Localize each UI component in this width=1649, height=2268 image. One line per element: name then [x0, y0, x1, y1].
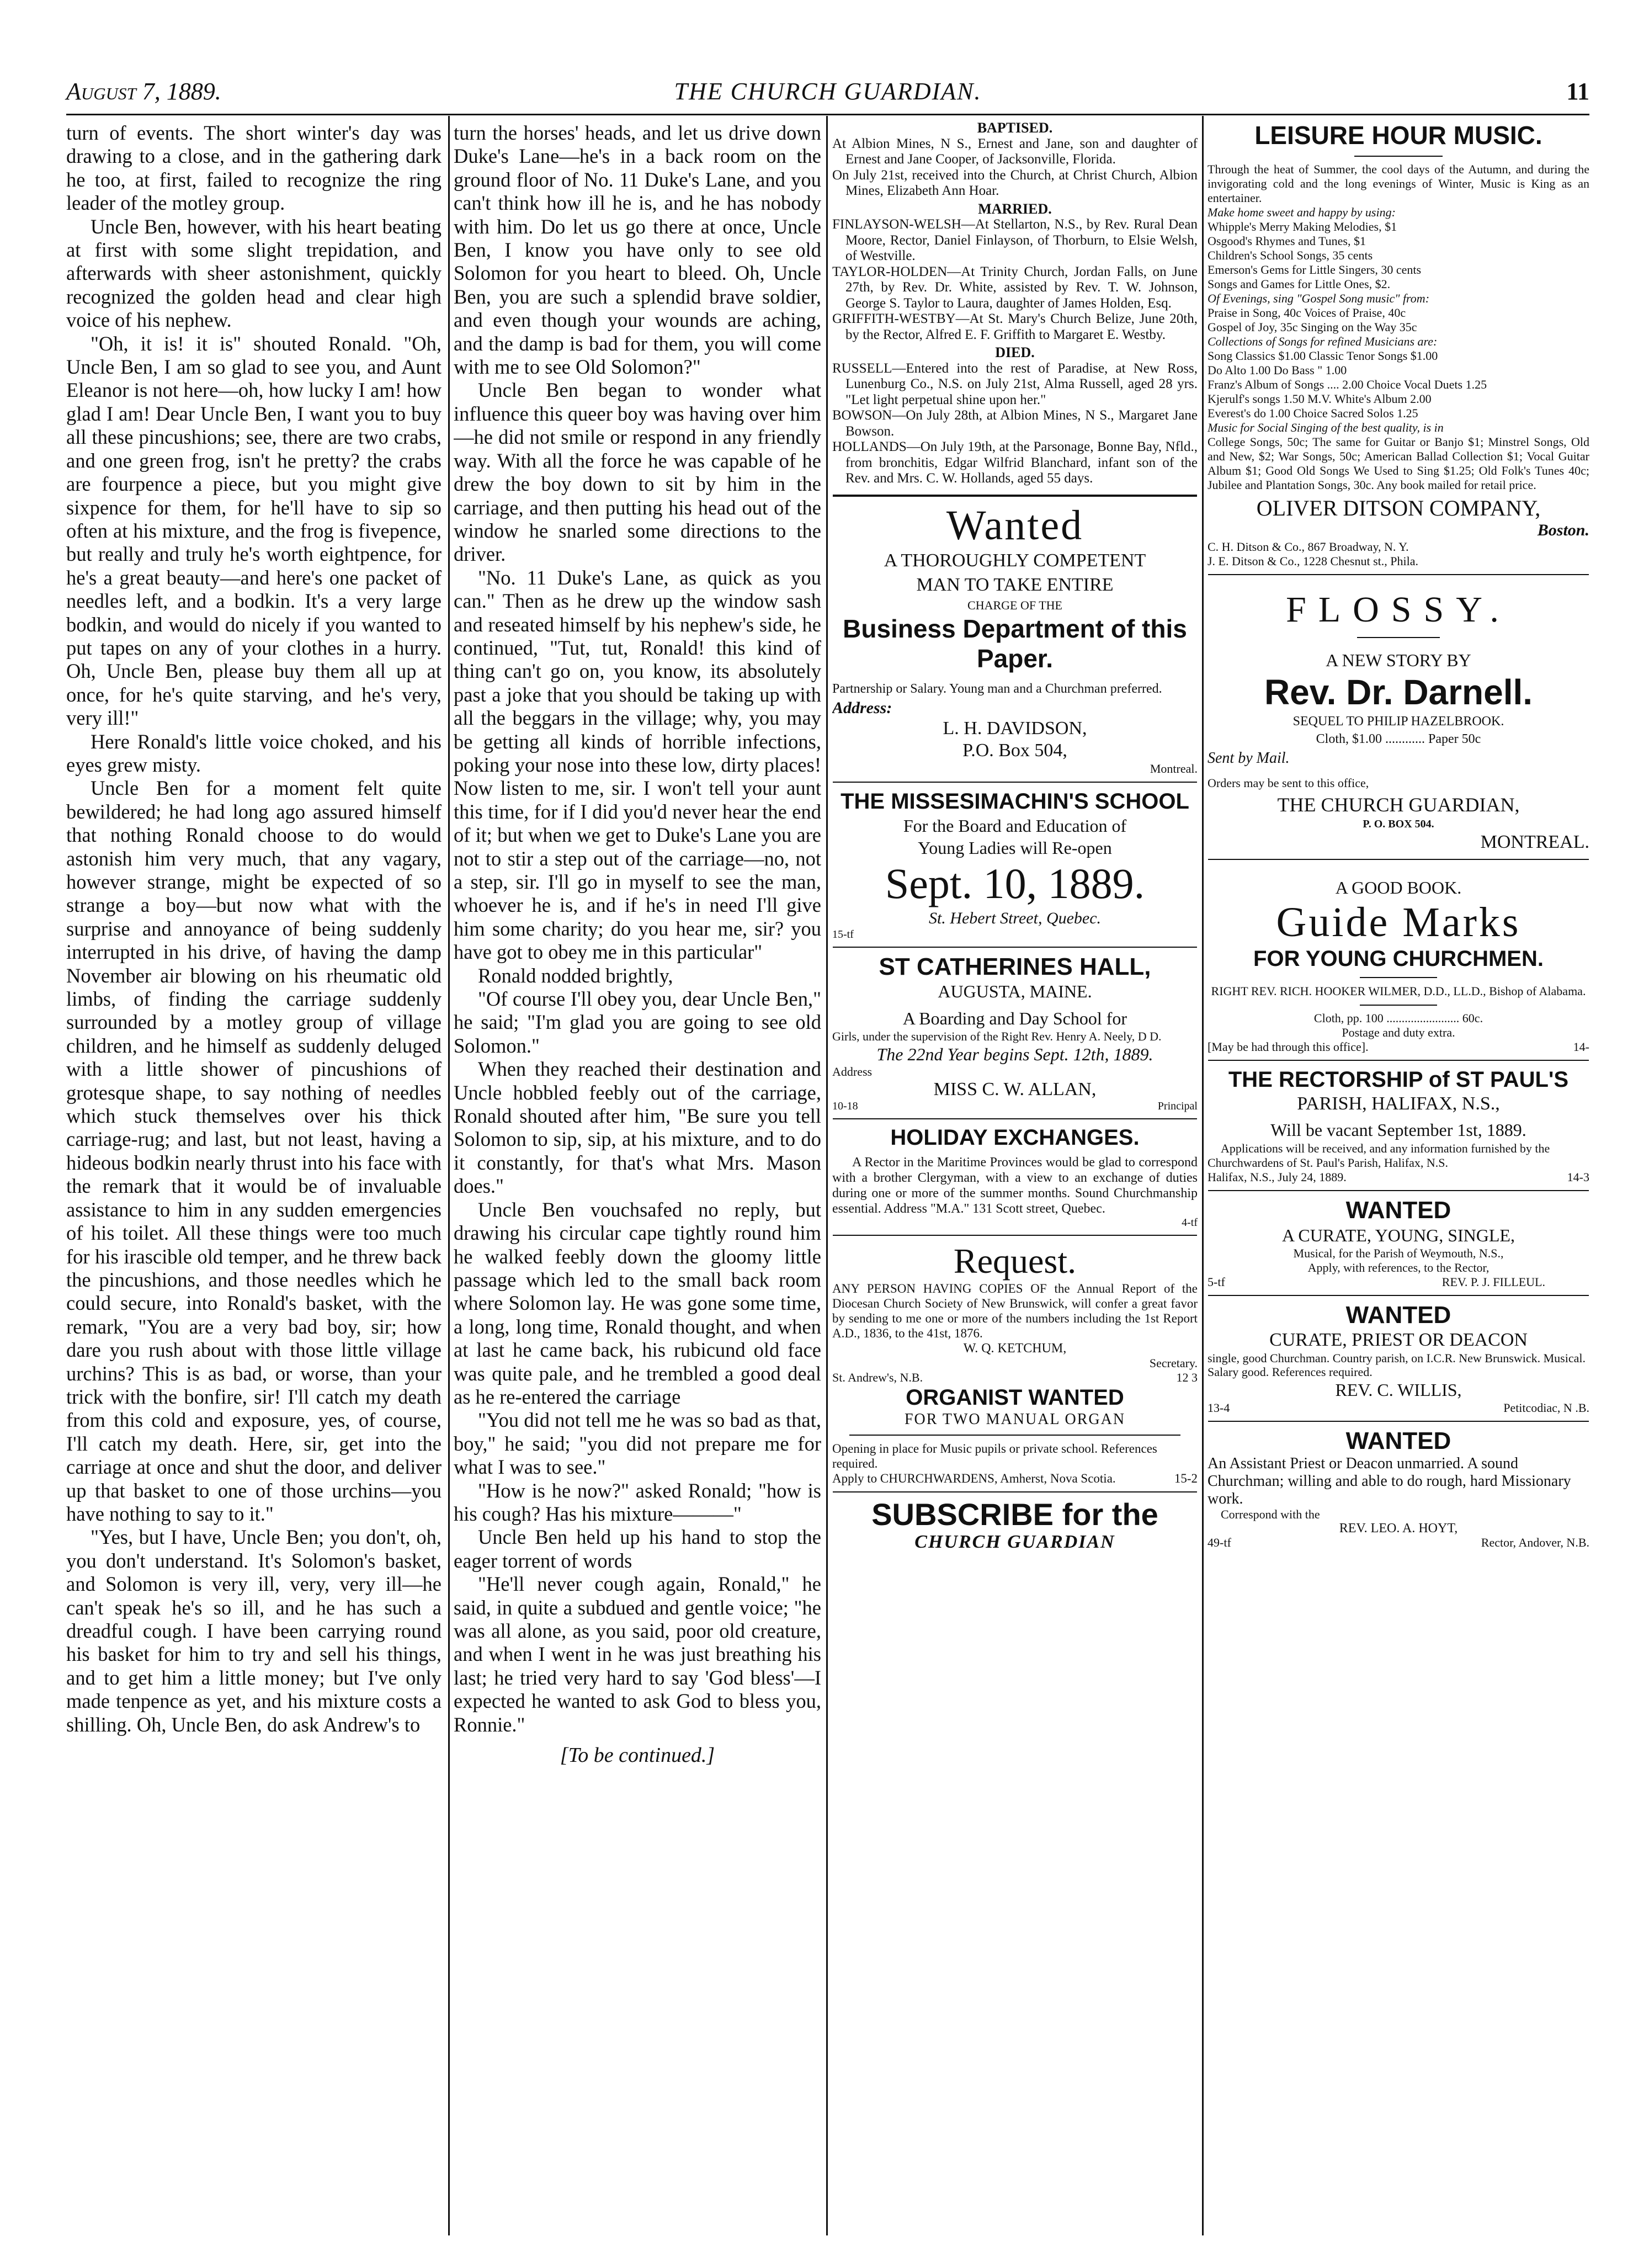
subscribe-heading: SUBSCRIBE for the	[871, 1496, 1158, 1532]
ad-code: 10-18	[832, 1100, 858, 1112]
music-list-line: Kjerulf's songs 1.50 M.V. White's Album 2.00	[1208, 392, 1432, 406]
story-paragraph: turn of events. The short winter's day was drawing to a close, and in the gathering dark he too, at first, failed to recognize the ring leader of the motley group.	[66, 121, 441, 215]
ad-line: REV. P. J. FILLEUL.	[1441, 1275, 1545, 1289]
ad-heading: THE RECTORSHIP of ST PAUL'S	[1228, 1067, 1569, 1092]
column-rule	[826, 116, 828, 2235]
ad-heading: ORGANIST WANTED	[906, 1385, 1124, 1410]
story-paragraph: Uncle Ben, however, with his heart beating at first with some slight trepidation, and afterwards with sheer astonishment, quickly recognized the golden head and clear high voice of his nephew.	[66, 215, 441, 332]
ad-line: Correspond with the	[1221, 1507, 1320, 1521]
ad-line: MISS C. W. ALLAN,	[933, 1079, 1097, 1100]
music-list-line: College Songs, 50c; The same for Guitar or Banjo $1; Minstrel Songs, Old and New, $2; War Songs, 50c; American Ballad Collection $1; Vocal Guitar Album $1; Good Old Songs We Used to Sing $1.25; Old Folk's Tunes 40c; Jubilee and Plantation Songs, 30c. Any book mailed for retail price.	[1208, 435, 1589, 492]
divider	[1208, 1190, 1589, 1191]
ad-code: 12 3	[1176, 1370, 1198, 1384]
ad-heading: Guide Marks	[1276, 899, 1521, 946]
ad-text: Apply to CHURCHWARDENS, Amherst, Nova Scotia.	[832, 1471, 1116, 1485]
ad-text: An Assistant Priest or Deacon unmarried. A sound Churchman; willing and able to do rough, hard Missionary work.	[1208, 1455, 1571, 1507]
ad-line: FOR YOUNG CHURCHMEN.	[1253, 947, 1544, 971]
column-rule	[1202, 116, 1204, 2235]
ad-text: Partnership or Salary. Young man and a Churchman preferred.	[832, 681, 1162, 696]
header-rule	[66, 114, 1589, 115]
divider	[833, 782, 1197, 783]
ad-text: Applications will be received, and any information furnished by the Churchwardens of St. Paul's Parish, Halifax, N.S.	[1208, 1141, 1550, 1170]
notice-entry: GRIFFITH-WESTBY—At St. Mary's Church Belize, June 20th, by the Rector, Alfred E. F. Griffith to Margaret E. Westby.	[832, 311, 1198, 342]
ad-code: 13-4	[1208, 1401, 1230, 1415]
ad-heading: LEISURE HOUR MUSIC.	[1254, 121, 1542, 150]
ad-text: single, good Churchman. Country parish, on I.C.R. New Brunswick. Musical. Salary good. References required.	[1208, 1351, 1586, 1379]
ad-text: P.O. Box 504,	[962, 740, 1067, 761]
ad-line: A CURATE, YOUNG, SINGLE,	[1282, 1225, 1515, 1245]
divider	[1360, 1005, 1437, 1006]
divider	[1208, 1421, 1589, 1422]
wanted-priest-ad	[1208, 1302, 1589, 1415]
ad-line: Apply, with references, to the Rector,	[1307, 1261, 1490, 1274]
music-list-line: Children's School Songs, 35 cents	[1208, 248, 1373, 262]
header-page-number: 11	[1566, 78, 1589, 105]
ad-code: 14-3	[1567, 1170, 1589, 1184]
ad-line: MAN TO TAKE ENTIRE	[916, 574, 1114, 595]
ad-line: SEQUEL TO PHILIP HAZELBROOK.	[1292, 714, 1504, 729]
flossy-ad	[1208, 588, 1589, 853]
story-paragraph: Uncle Ben for a moment felt quite bewildered; he had long ago assured himself that nothing Ronald choose to do would astonish him very much, that any vagary, however strange, might be expected of so strange a boy—but now what with the surprise and annoyance of being suddenly interrupted in his drive, of having the damp November air blowing on his rheumatic old limbs, of finding the carriage suddenly surrounded by a motley group of village children, and he himself as suddenly deluged with a little shower of pincushions of grotesque shape, to say nothing of needles which stuck themselves over his thick carriage-rug; and last, but not least, having a hideous bodkin nearly thrust into his face with the remark that it would be of invaluable assistance to him in any sudden emergencies of his toilet. All these things were too much for his irascible old temper, and he threw back the pincushions, and those needles which he could secure, into Ronald's basket, with the remark, "You are a very bad boy, sir; how dare you rush about with those little village urchins? This is as bad, or worse, than your trick with the bonfire, sir! I'll catch my death from this cold and exposure, yes, of course, I'll catch my death. Here, sir, get into the carriage at once and shut the door, and deliver up that basket to one of those urchins—you have nothing to say to it."	[66, 777, 441, 1525]
ad-line: Boston.	[1537, 521, 1589, 539]
story-paragraph: "He'll never cough again, Ronald," he said, in quite a subdued and gentle voice; "he was all alone, as you said, poor old creature, and when I went in he was just breathing his last; he tried very hard to say 'God bless'—I expected he wanted to ask God to bless you, Ronnie."	[454, 1573, 821, 1736]
story-paragraph: "Oh, it is! it is" shouted Ronald. "Oh, Uncle Ben, I am so glad to see you, and Aunt Eleanor is not here—oh, how lucky I am! how glad I am! Dear Uncle Ben, I want you to buy all these pincushions; see, there are two crabs, and one green frog, isn't he pretty? the crabs are fourpence a piece, but you might give sixpence for them, for he'll have to sip so often at his mixture, and the frog is fivepence, but really and truly he's worth eightpence, for he's a great beauty—and here's one packet of needles left, and a bodkin. It's a very large bodkin, and would do nicely if you wanted to put tapes on any of your clothes in a hurry. Oh, Uncle Ben, please buy them all up at once, for he's quite starving, and he's very, very ill!"	[66, 332, 441, 730]
wanted-assistant-ad	[1208, 1427, 1589, 1550]
ad-heading: HOLIDAY EXCHANGES.	[890, 1125, 1140, 1150]
ad-line: CHARGE OF THE	[967, 598, 1062, 612]
ad-line: Sent by Mail.	[1208, 750, 1290, 767]
wanted-ad	[832, 502, 1198, 776]
ad-line: C. H. Ditson & Co., 867 Broadway, N. Y.	[1208, 540, 1409, 554]
music-list-line: Gospel of Joy, 35c Singing on the Way 35c	[1208, 320, 1417, 334]
ad-heading: Request.	[953, 1241, 1077, 1281]
music-list-line: Franz's Album of Songs .... 2.00 Choice Vocal Duets 1.25	[1208, 378, 1487, 391]
ad-line: P. O. BOX 504.	[1363, 818, 1434, 830]
ad-code: 14-	[1573, 1040, 1589, 1054]
ad-line: Orders may be sent to this office,	[1208, 776, 1369, 790]
ad-line: CURATE, PRIEST OR DEACON	[1269, 1330, 1528, 1350]
organist-wanted-ad	[832, 1385, 1198, 1486]
divider	[1360, 977, 1437, 978]
story-paragraph: Here Ronald's little voice choked, and his eyes grew misty.	[66, 730, 441, 776]
ad-line: Petitcodiac, N .B.	[1503, 1401, 1589, 1415]
ad-line: A THOROUGHLY COMPETENT	[884, 550, 1146, 571]
ad-text: A Rector in the Maritime Provinces would be glad to correspond with a brother Clergyman, with a view to an exchange of duties during one or more of the summer months. Sound Churchmanship essential. Address "M.A." 131 Scott street, Quebec.	[832, 1155, 1198, 1216]
story-column-1	[66, 121, 441, 2235]
story-paragraph: Uncle Ben began to wonder what influence this queer boy was having over him—he did not smile or respond in any friendly way. With all the force he was capable of he drew the boy down to sit by him in the carriage, and then putting his head out of the window he snarled some directions to the driver.	[454, 379, 821, 566]
catherines-hall-ad	[832, 953, 1198, 1113]
ad-line: Cloth, $1.00 ............ Paper 50c	[1316, 732, 1481, 746]
ad-line: Young Ladies will Re-open	[918, 837, 1112, 858]
ad-heading: ST CATHERINES HALL,	[879, 953, 1151, 980]
story-paragraph: "Yes, but I have, Uncle Ben; you don't, oh, you don't understand. It's Solomon's basket, and Solomon is very ill, very, very ill—he can't speak he's so ill, and he has such a dreadful cough. I have been carrying round his basket for him to try and sell his things, and to get him a little money; but I've only made tenpence as yet, and his mixture costs a shilling. Oh, Uncle Ben, do ask Andrew's to	[66, 1526, 441, 1736]
divider	[833, 1235, 1197, 1236]
guide-marks-ad	[1208, 877, 1589, 1054]
ad-line: Girls, under the supervision of the Right Rev. Henry A. Neely, D D.	[832, 1029, 1162, 1043]
ad-line: Business Department of this Paper.	[843, 614, 1187, 673]
to-be-continued: [To be continued.]	[560, 1744, 715, 1767]
page-header	[66, 77, 1589, 110]
baptised-heading: BAPTISED.	[977, 120, 1053, 136]
ad-code: 5-tf	[1208, 1275, 1225, 1289]
ad-heading: Wanted	[946, 502, 1084, 549]
ad-text: Secretary.	[1149, 1356, 1198, 1370]
school-ad	[832, 788, 1198, 941]
notice-entry: HOLLANDS—On July 19th, at the Parsonage, Bonne Bay, Nfld., from bronchitis, Edgar Wilfrid Blanchard, infant son of the Rev. and Mrs. C. W. Hollands, aged 55 days.	[832, 439, 1198, 486]
request-ad	[832, 1241, 1198, 1385]
ad-line: Rev. Dr. Darnell.	[1264, 672, 1533, 712]
ad-line: Musical, for the Parish of Weymouth, N.S.,	[1293, 1246, 1504, 1260]
ad-line: AUGUSTA, MAINE.	[938, 981, 1092, 1001]
ad-line: MONTREAL.	[1480, 832, 1589, 852]
wanted-curate-ad	[1208, 1197, 1589, 1289]
music-list-line: Do Alto 1.00 Do Bass " 1.00	[1208, 363, 1347, 377]
music-list-line: Osgood's Rhymes and Tunes, $1	[1208, 234, 1366, 248]
ad-code: 15-tf	[832, 928, 854, 941]
music-list-line: Make home sweet and happy by using:	[1208, 205, 1396, 219]
ad-line: Postage and duty extra.	[1342, 1026, 1455, 1039]
ad-text: St. Andrew's, N.B.	[832, 1370, 923, 1384]
ad-heading: WANTED	[1345, 1427, 1451, 1454]
divider	[1357, 637, 1440, 638]
divider	[833, 947, 1197, 948]
ad-line: For the Board and Education of	[903, 815, 1127, 836]
header-date: August 7, 1889.	[66, 78, 221, 105]
died-heading: DIED.	[995, 344, 1035, 360]
ad-heading: FLOSSY.	[1286, 589, 1511, 630]
music-list-line: Song Classics $1.00 Classic Tenor Songs $1.00	[1208, 349, 1438, 363]
subscribe-subheading: CHURCH GUARDIAN	[914, 1531, 1115, 1552]
story-paragraph: Uncle Ben vouchsafed no reply, but drawing his circular cape tightly round him he walked feebly down the gloomy little passage which led to the small back room where Solomon lay. He was gone some time, a long, long time, Ronald thought, and when at last he came back, his rubicund old face was quite pale, and he trembled a good deal as he re-entered the carriage	[454, 1198, 821, 1408]
divider	[1208, 574, 1589, 575]
header-title: THE CHURCH GUARDIAN.	[674, 78, 982, 105]
ad-line: REV. C. WILLIS,	[1335, 1380, 1462, 1400]
music-list-line: Of Evenings, sing "Gospel Song music" from:	[1208, 291, 1430, 305]
story-paragraph: "No. 11 Duke's Lane, as quick as you can." Then as he drew up the window sash and reseated himself by his nephew's side, he continued, "Tut, tut, Ronald! this kind of thing can't go on, you know, its absolutely past a joke that you should be taking up with all the beggars in the village; why, you may be getting all kinds of horrible infections, poking your nose into these low, dirty places! Now listen to me, sir. I won't tell your aunt this time, for if I did you'd never hear the end of it; but when we get to Duke's Lane you are not to stir a step out of the carriage—no, not a step, sir. I'll go in myself to see the man, whoever he is, and if he's in need I'll give him some charity; do you hear me, sir? you have got to obey me in this particular"	[454, 566, 821, 964]
ad-text: W. Q. KETCHUM,	[963, 1341, 1067, 1356]
music-list-line: Whipple's Merry Making Melodies, $1	[1208, 220, 1397, 233]
story-paragraph: turn the horses' heads, and let us drive down Duke's Lane—he's in a back room on the ground floor of No. 11 Duke's Lane, and you can't think how ill he is, and he has nobody with him. Do let us go there at once, Uncle Ben, I know you have only to see old Solomon for you heart to bleed. Oh, Uncle Ben, you are such a splendid brave soldier, and even though your wounds are aching, and the damp is bad for them, you will come with me to see Old Solomon?"	[454, 121, 821, 379]
divider	[833, 495, 1197, 497]
ad-line: Cloth, pp. 100 ........................ 60c.	[1313, 1011, 1483, 1025]
ad-line: Rector, Andover, N.B.	[1481, 1536, 1589, 1549]
ad-line: RIGHT REV. RICH. HOOKER WILMER, D.D., LL.D., Bishop of Alabama.	[1211, 984, 1586, 998]
holiday-exchanges-ad	[832, 1125, 1198, 1229]
notice-entry: TAYLOR-HOLDEN—At Trinity Church, Jordan Falls, on June 27th, by Rev. Dr. White, assisted by Rev. T. W. Johnson, George S. Taylor to Laura, daughter of James Holden, Esq.	[832, 264, 1198, 311]
ad-line: A Boarding and Day School for	[902, 1008, 1127, 1028]
rectorship-ad	[1208, 1066, 1589, 1185]
music-list-line: Everest's do 1.00 Choice Sacred Solos 1.25	[1208, 406, 1418, 420]
ad-line: Principal	[1157, 1100, 1198, 1112]
column-rule	[448, 116, 450, 2235]
music-list-line: Music for Social Singing of the best quality, is in	[1208, 421, 1444, 434]
story-paragraph: "How is he now?" asked Ronald; "how is his cough? Has his mixture———"	[454, 1479, 821, 1525]
ad-line: St. Hebert Street, Quebec.	[928, 909, 1102, 927]
notice-entry: RUSSELL—Entered into the rest of Paradise, at New Ross, Lunenburg Co., N.S. on July 21st, Alma Russell, aged 28 yrs. "Let light perpetual shine upon her."	[832, 360, 1198, 407]
ad-line: J. E. Ditson & Co., 1228 Chesnut st., Phila.	[1208, 554, 1418, 568]
ad-text: Through the heat of Summer, the cool days of the Autumn, and during the invigorating cold and the long evenings of Winter, Music is King as an entertainer.	[1208, 162, 1589, 205]
notice-entry: FINLAYSON-WELSH—At Stellarton, N.S., by Rev. Rural Dean Moore, Rector, Daniel Finlayson, of Thorburn, to Elsie Welsh, of Westville.	[832, 217, 1198, 263]
ad-line: FOR TWO MANUAL ORGAN	[904, 1410, 1126, 1428]
married-heading: MARRIED.	[978, 200, 1052, 217]
story-paragraph: "Of course I'll obey you, dear Uncle Ben," he said; "I'm glad you are going to see old Solomon."	[454, 987, 821, 1057]
music-list-line: Collections of Songs for refined Musicians are:	[1208, 334, 1438, 348]
ad-line: Will be vacant September 1st, 1889.	[1270, 1120, 1526, 1140]
ad-heading: WANTED	[1345, 1302, 1451, 1329]
ad-text: ANY PERSON HAVING COPIES OF the Annual Report of the Diocesan Church Society of New Brunswick, will confer a great favor by sending to me one or more of the numbers including the 1st Report A.D., 1836, to the 41st, 1876.	[832, 1281, 1198, 1340]
ad-text: Opening in place for Music pupils or private school. References required.	[832, 1441, 1157, 1470]
music-list-line: Praise in Song, 40c Voices of Praise, 40c	[1208, 306, 1406, 320]
notice-entry: On July 21st, received into the Church, at Christ Church, Albion Mines, Elizabeth Ann Hoar.	[832, 167, 1198, 198]
ad-code: 4-tf	[1182, 1216, 1198, 1229]
ad-line: REV. LEO. A. HOYT,	[1339, 1521, 1458, 1536]
notice-entry: BOWSON—On July 28th, at Albion Mines, N S., Margaret Jane Bowson.	[832, 408, 1198, 439]
ad-line: Address	[832, 1064, 873, 1079]
divider	[833, 1118, 1197, 1119]
ad-line: THE CHURCH GUARDIAN,	[1277, 794, 1520, 816]
story-column-2	[454, 121, 821, 2235]
story-paragraph: When they reached their destination and Uncle hobbled feebly out of the carriage, Ronald shouted after him, "Be sure you tell Solomon to sip, sip, at his mixture, and to do it constantly, for that's what Mrs. Mason does."	[454, 1058, 821, 1198]
ad-text: Montreal.	[1150, 761, 1198, 776]
ad-date: Sept. 10, 1889.	[885, 859, 1145, 907]
divider	[833, 1491, 1197, 1492]
ad-line: Halifax, N.S., July 24, 1889.	[1208, 1170, 1347, 1184]
ad-line: [May be had through this office].	[1208, 1040, 1369, 1054]
ad-text: Address:	[832, 698, 892, 717]
ad-line: The 22nd Year begins Sept. 12th, 1889.	[876, 1044, 1153, 1064]
divider	[1354, 156, 1443, 157]
ad-line: PARISH, HALIFAX, N.S.,	[1297, 1093, 1500, 1114]
ad-text: L. H. DAVIDSON,	[943, 718, 1087, 739]
ad-code: 49-tf	[1208, 1536, 1231, 1549]
music-list-line: Songs and Games for Little Ones, $2.	[1208, 277, 1391, 291]
divider	[1208, 859, 1589, 860]
ad-code: 15-2	[1174, 1471, 1198, 1485]
divider	[849, 1435, 1180, 1436]
divider	[1208, 1295, 1589, 1296]
ad-line: A GOOD BOOK.	[1335, 878, 1462, 897]
story-paragraph: Uncle Ben held up his hand to stop the eager torrent of words	[454, 1526, 821, 1572]
ads-column	[1208, 120, 1589, 2235]
music-ad	[1208, 120, 1589, 569]
divider	[1208, 1060, 1589, 1061]
ad-line: OLIVER DITSON COMPANY,	[1256, 496, 1541, 520]
ad-heading: WANTED	[1345, 1197, 1451, 1224]
ad-line: A NEW STORY BY	[1326, 650, 1471, 670]
story-paragraph: "You did not tell me he was so bad as that, boy," he said; "you did not prepare me for what I was to see."	[454, 1409, 821, 1479]
ad-heading: THE MISSESIMACHIN'S SCHOOL	[841, 789, 1189, 814]
music-list-line: Emerson's Gems for Little Singers, 30 cents	[1208, 263, 1422, 277]
notices-column	[832, 120, 1198, 2235]
story-paragraph: Ronald nodded brightly,	[478, 964, 673, 987]
notice-entry: At Albion Mines, N S., Ernest and Jane, son and daughter of Ernest and Jane Cooper, of Jacksonville, Florida.	[832, 136, 1198, 167]
